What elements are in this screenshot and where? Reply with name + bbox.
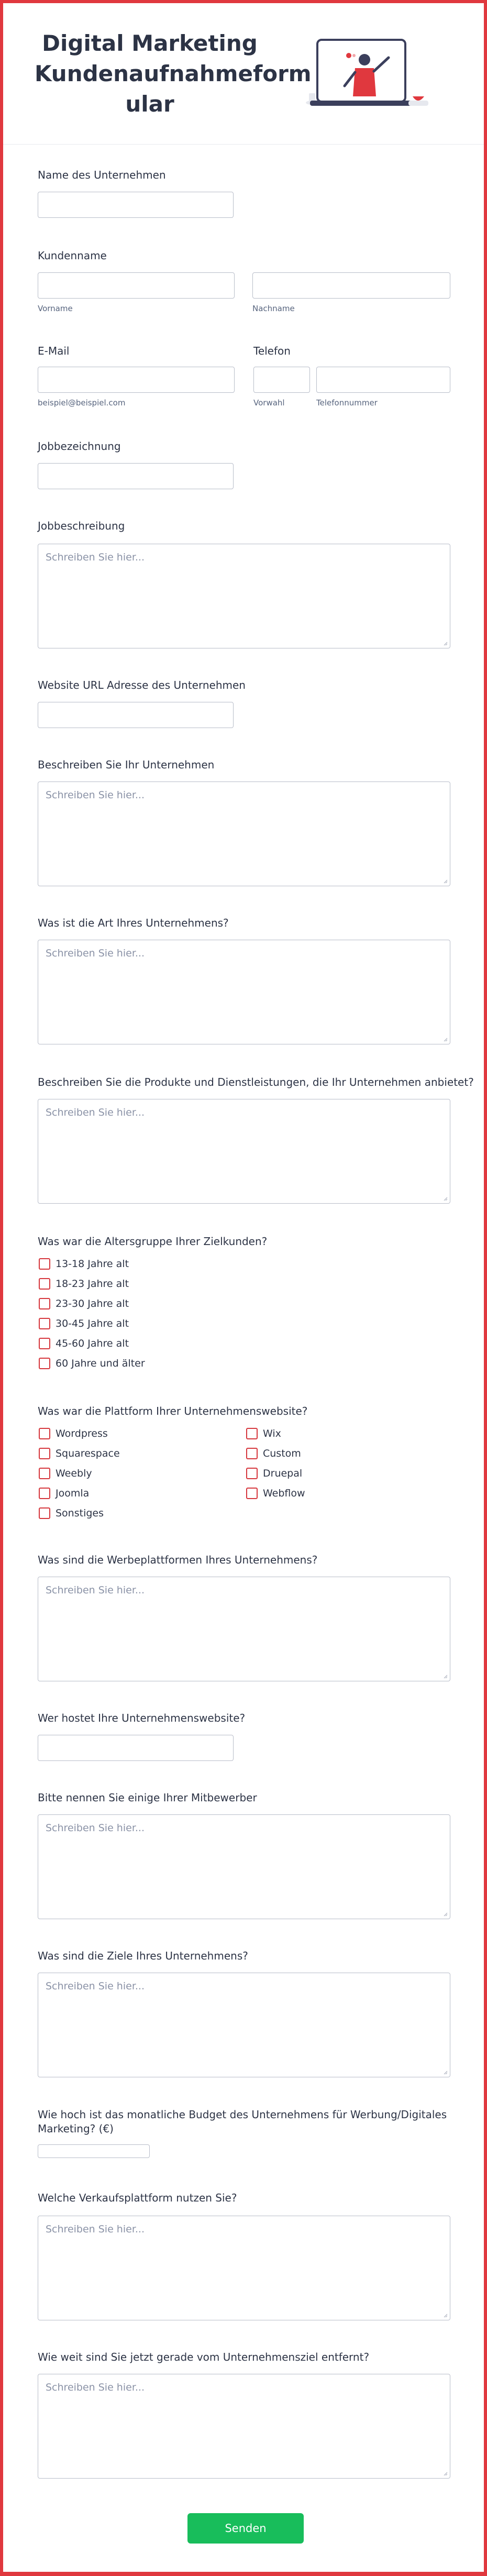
email-input[interactable] xyxy=(38,367,235,393)
ad-platforms-label: Was sind die Werbeplattformen Ihres Unternehmens? xyxy=(38,1554,318,1566)
age-option-label: 18-23 Jahre alt xyxy=(56,1278,129,1290)
resize-grip-icon[interactable] xyxy=(442,1911,448,1917)
textarea-placeholder: Schreiben Sie hier... xyxy=(46,789,145,801)
platform-checkbox[interactable] xyxy=(246,1448,258,1459)
resize-grip-icon[interactable] xyxy=(442,641,448,646)
competitors-textarea[interactable] xyxy=(38,1814,450,1919)
platform-option-label: Sonstiges xyxy=(56,1507,104,1519)
submit-button[interactable]: Senden xyxy=(187,2513,304,2544)
platform-checkbox[interactable] xyxy=(39,1488,50,1499)
presentation-illustration xyxy=(296,35,448,113)
age-checkbox[interactable] xyxy=(39,1298,50,1309)
job-title-input[interactable] xyxy=(38,463,234,489)
company-type-label: Was ist die Art Ihres Unternehmens? xyxy=(38,917,229,929)
platform-checkbox[interactable] xyxy=(39,1507,50,1519)
describe-company-label: Beschreiben Sie Ihr Unternehmen xyxy=(38,758,215,771)
resize-grip-icon[interactable] xyxy=(442,2313,448,2318)
age-checkbox[interactable] xyxy=(39,1338,50,1349)
textarea-placeholder: Schreiben Sie hier... xyxy=(46,1584,145,1596)
phone-label: Telefon xyxy=(253,345,291,357)
form-title: Digital Marketing Kundenaufnahmeform ular xyxy=(35,30,312,117)
website-url-label: Website URL Adresse des Unternehmen xyxy=(38,679,246,691)
hosting-input[interactable] xyxy=(38,1735,234,1761)
platform-option-label: Wix xyxy=(263,1428,281,1439)
company-name-label: Name des Unternehmen xyxy=(38,169,166,181)
ad-platforms-textarea[interactable] xyxy=(38,1577,450,1681)
platform-option-label: Squarespace xyxy=(56,1448,120,1459)
goal-distance-textarea[interactable] xyxy=(38,2374,450,2479)
products-label: Beschreiben Sie die Produkte und Dienstleistungen, die Ihr Unternehmen anbietet? xyxy=(38,1076,474,1088)
area-code-sublabel: Vorwahl xyxy=(253,398,285,408)
platform-checkbox[interactable] xyxy=(246,1428,258,1439)
hosting-label: Wer hostet Ihre Unternehmenswebsite? xyxy=(38,1712,246,1724)
first-name-input[interactable] xyxy=(38,272,235,299)
competitors-label: Bitte nennen Sie einige Ihrer Mitbewerber xyxy=(38,1791,257,1804)
resize-grip-icon[interactable] xyxy=(442,878,448,884)
platform-label: Was war die Plattform Ihrer Unternehmenswebsite? xyxy=(38,1405,308,1417)
textarea-placeholder: Schreiben Sie hier... xyxy=(46,1980,145,1992)
textarea-placeholder: Schreiben Sie hier... xyxy=(46,2382,145,2393)
last-name-sublabel: Nachname xyxy=(252,304,295,313)
resize-grip-icon[interactable] xyxy=(442,2471,448,2476)
resize-grip-icon[interactable] xyxy=(442,2069,448,2075)
textarea-placeholder: Schreiben Sie hier... xyxy=(46,948,145,959)
platform-checkbox[interactable] xyxy=(246,1468,258,1479)
age-option-label: 45-60 Jahre alt xyxy=(56,1338,129,1349)
platform-option-label: Webflow xyxy=(263,1488,305,1499)
platform-option-label: Custom xyxy=(263,1448,301,1459)
resize-grip-icon[interactable] xyxy=(442,1196,448,1201)
phone-number-sublabel: Telefonnummer xyxy=(316,398,378,408)
budget-label: Wie hoch ist das monatliche Budget des Unternehmens für Werbung/Digitales Marketing? (€) xyxy=(38,2108,447,2135)
age-checkbox[interactable] xyxy=(39,1358,50,1369)
job-description-label: Jobbeschreibung xyxy=(38,520,125,532)
platform-option-label: Wordpress xyxy=(56,1428,108,1439)
job-title-label: Jobbezeichnung xyxy=(38,440,121,453)
resize-grip-icon[interactable] xyxy=(442,1674,448,1679)
email-sublabel: beispiel@beispiel.com xyxy=(38,398,126,408)
age-option-label: 30-45 Jahre alt xyxy=(56,1318,129,1329)
age-group-label: Was war die Altersgruppe Ihrer Zielkunden? xyxy=(38,1235,268,1248)
goals-textarea[interactable] xyxy=(38,1973,450,2077)
form-header xyxy=(3,3,484,145)
products-textarea[interactable] xyxy=(38,1099,450,1204)
age-option-label: 60 Jahre und älter xyxy=(56,1358,145,1369)
job-description-textarea[interactable] xyxy=(38,544,450,648)
textarea-placeholder: Schreiben Sie hier... xyxy=(46,1822,145,1834)
website-url-input[interactable] xyxy=(38,702,234,728)
last-name-input[interactable] xyxy=(252,272,450,299)
age-checkbox[interactable] xyxy=(39,1278,50,1290)
customer-name-label: Kundenname xyxy=(38,249,107,262)
textarea-placeholder: Schreiben Sie hier... xyxy=(46,1107,145,1118)
platform-option-label: Druepal xyxy=(263,1468,303,1479)
sales-platform-label: Welche Verkaufsplattform nutzen Sie? xyxy=(38,2192,237,2204)
company-type-textarea[interactable] xyxy=(38,940,450,1044)
email-label: E-Mail xyxy=(38,345,70,357)
textarea-placeholder: Schreiben Sie hier... xyxy=(46,552,145,563)
area-code-input[interactable] xyxy=(253,367,310,393)
age-checkbox[interactable] xyxy=(39,1258,50,1270)
phone-number-input[interactable] xyxy=(316,367,450,393)
age-checkbox[interactable] xyxy=(39,1318,50,1329)
age-option-label: 23-30 Jahre alt xyxy=(56,1298,129,1309)
company-name-input[interactable] xyxy=(38,192,234,218)
sales-platform-textarea[interactable] xyxy=(38,2216,450,2320)
age-option-label: 13-18 Jahre alt xyxy=(56,1258,129,1270)
goals-label: Was sind die Ziele Ihres Unternehmens? xyxy=(38,1950,248,1962)
textarea-placeholder: Schreiben Sie hier... xyxy=(46,2223,145,2235)
platform-checkbox[interactable] xyxy=(39,1448,50,1459)
resize-grip-icon[interactable] xyxy=(442,1037,448,1042)
platform-checkbox[interactable] xyxy=(39,1468,50,1479)
platform-option-label: Weebly xyxy=(56,1468,92,1479)
budget-input[interactable] xyxy=(38,2144,150,2158)
platform-option-label: Joomla xyxy=(56,1488,90,1499)
goal-distance-label: Wie weit sind Sie jetzt gerade vom Unternehmensziel entfernt? xyxy=(38,2351,370,2363)
describe-company-textarea[interactable] xyxy=(38,781,450,886)
platform-checkbox[interactable] xyxy=(39,1428,50,1439)
first-name-sublabel: Vorname xyxy=(38,304,73,313)
platform-checkbox[interactable] xyxy=(246,1488,258,1499)
